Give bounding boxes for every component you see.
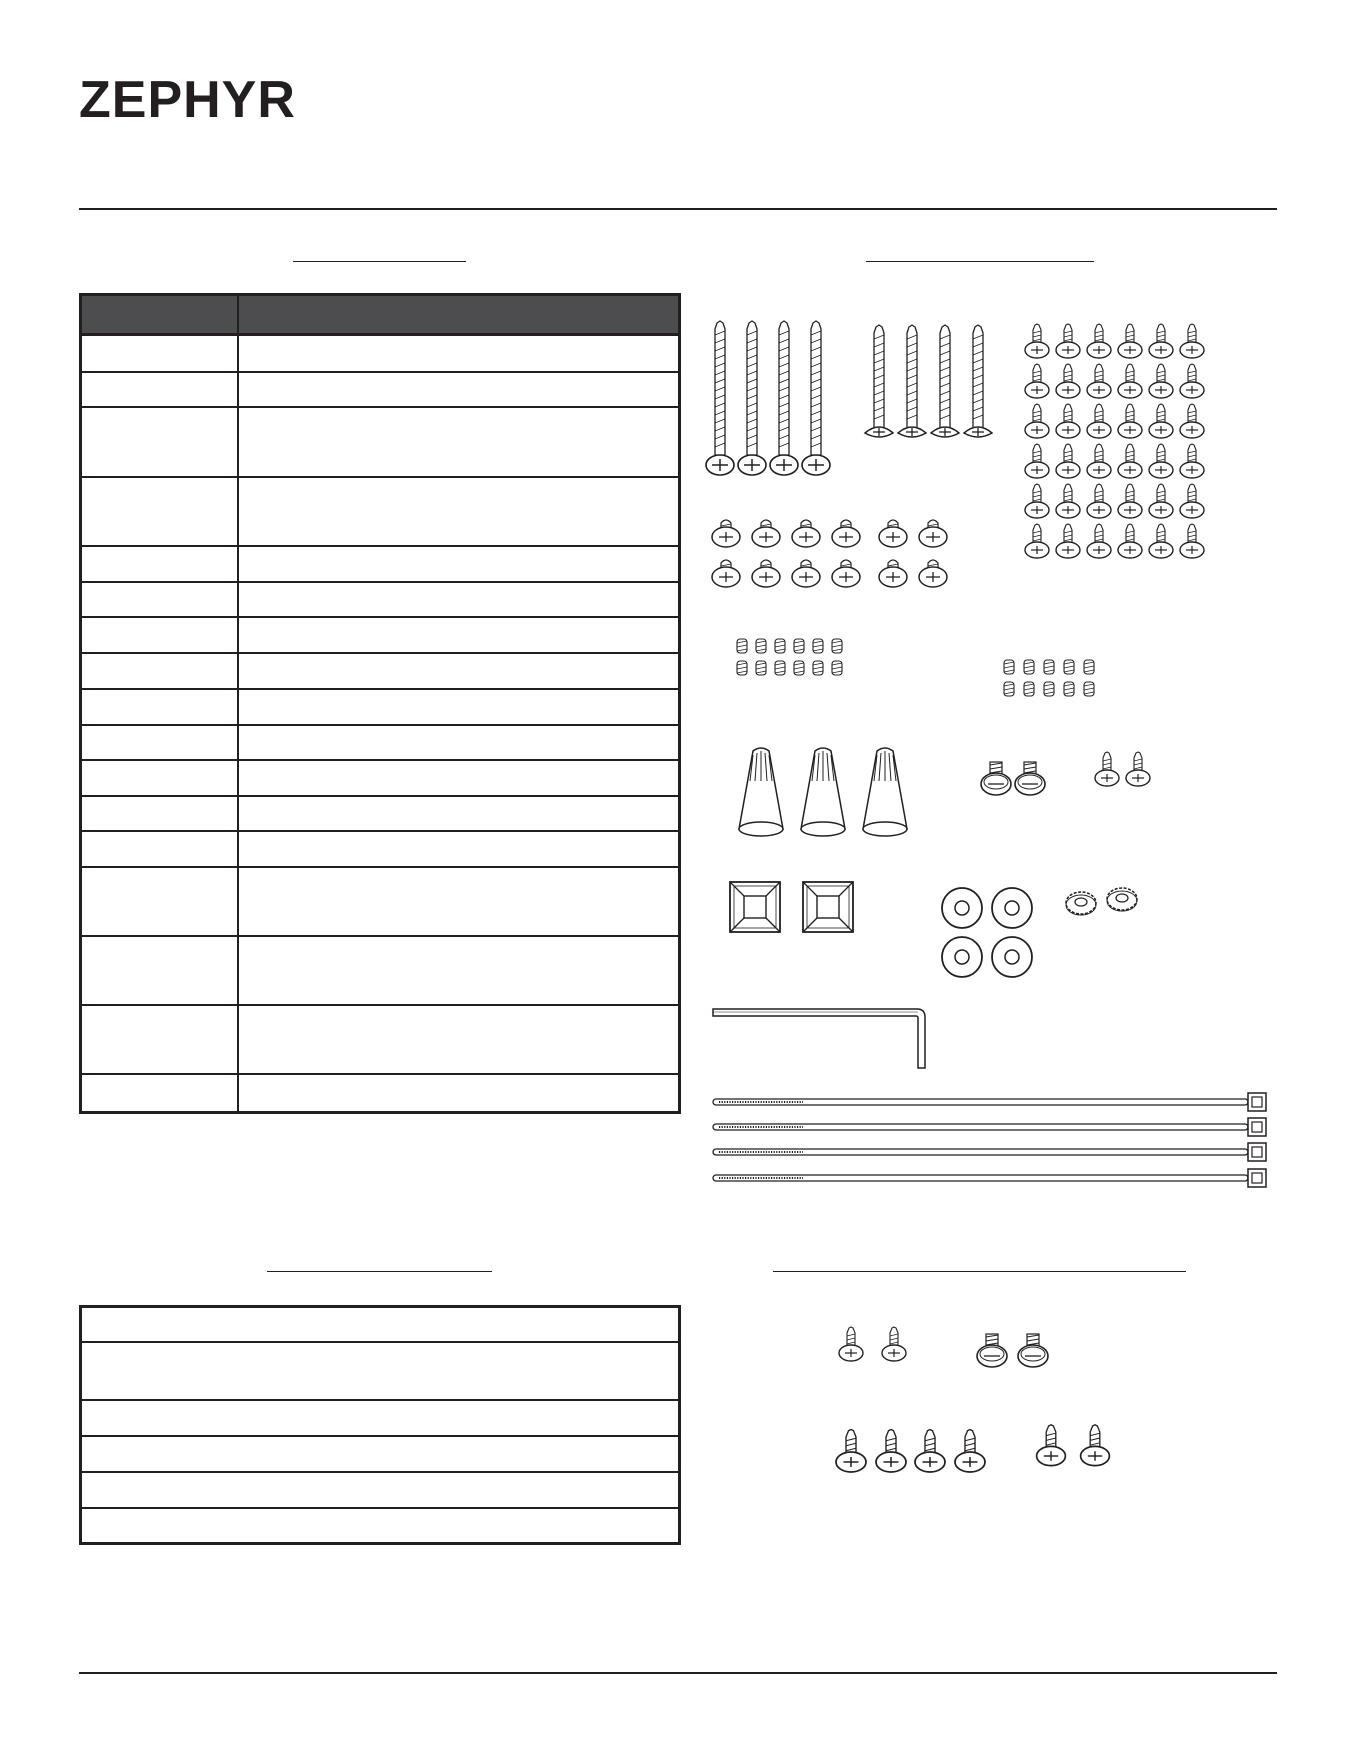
set-screw-icon: [1004, 660, 1094, 696]
long-wood-screw-icon: [706, 321, 830, 475]
allen-key-icon: [713, 1009, 925, 1068]
screw-pair-icon: [1037, 1425, 1110, 1466]
flat-washer-icon: [942, 888, 1032, 977]
machine-screw-icon: [981, 762, 1045, 795]
small-screw-pair-icon: [839, 1327, 906, 1361]
small-screw-icon: [1095, 752, 1150, 786]
small-screw-grid-icon: [1025, 324, 1204, 558]
cable-tie-icon: [713, 1093, 1266, 1187]
wire-nut-icon: [739, 748, 907, 836]
lock-washer-icon: [1066, 888, 1137, 915]
cable-tie-mount-icon: [730, 882, 853, 932]
medium-wood-screw-icon: [865, 325, 992, 437]
truss-head-screw-icon: [712, 520, 947, 587]
set-screw-icon: [737, 639, 842, 675]
brand-logo: ZEPHYR: [79, 71, 296, 129]
screw-set-of-four-icon: [836, 1430, 985, 1473]
truss-screw-pair-icon: [977, 1334, 1048, 1367]
